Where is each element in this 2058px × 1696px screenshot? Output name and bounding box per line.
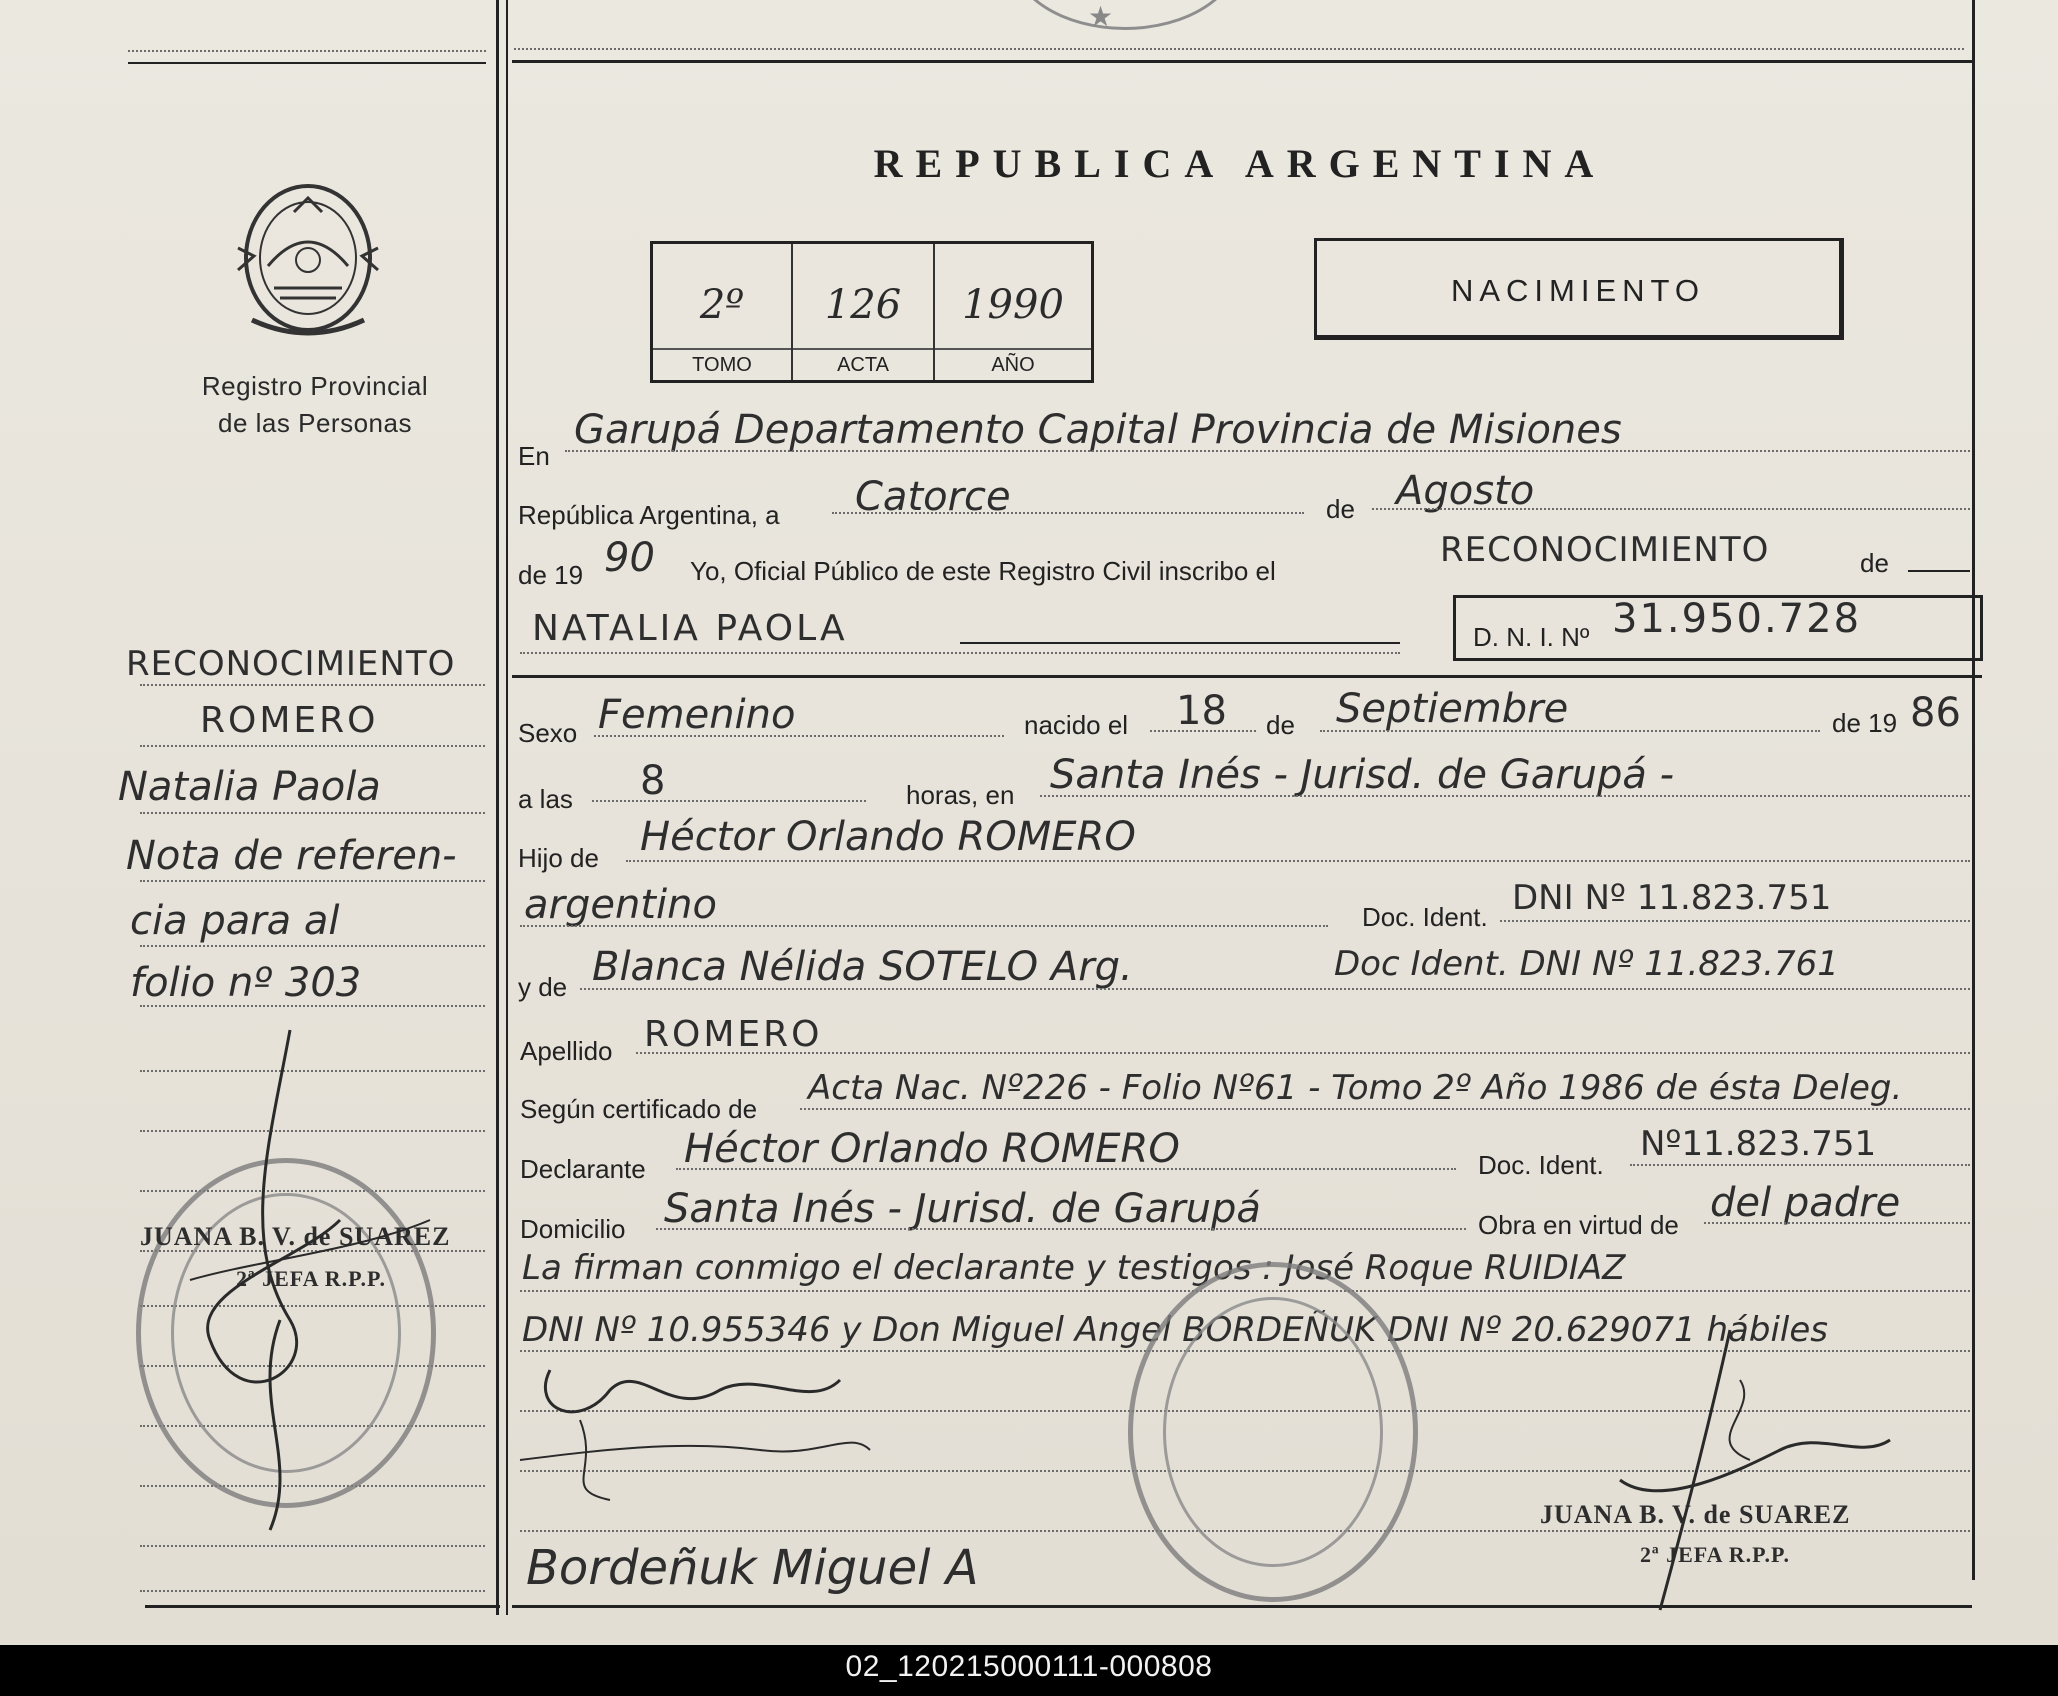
form-line bbox=[592, 800, 866, 802]
margin-note-line1: RECONOCIMIENTO bbox=[126, 644, 456, 684]
act-type-label: NACIMIENTO bbox=[1450, 273, 1706, 308]
form-line bbox=[656, 1228, 1466, 1230]
form-dash bbox=[1908, 570, 1970, 572]
form-line bbox=[676, 1168, 1456, 1170]
file-code: 02_120215000111-000808 bbox=[845, 1650, 1213, 1683]
en-label: En bbox=[518, 441, 550, 471]
ano-label: AÑO bbox=[935, 348, 1091, 377]
margin-bottom-rule bbox=[145, 1605, 500, 1608]
de19-label-2: de 19 bbox=[1832, 708, 1898, 738]
margin-note-line3: Natalia Paola bbox=[118, 764, 381, 810]
margin-line bbox=[140, 745, 485, 747]
docident-label-2: Doc. Ident. bbox=[1478, 1150, 1604, 1180]
apellido-label: Apellido bbox=[520, 1036, 613, 1066]
form-line bbox=[1372, 508, 1970, 510]
form-dash bbox=[960, 642, 1400, 644]
padre-doc-value: DNI Nº 11.823.751 bbox=[1512, 878, 1832, 918]
ano-cell bbox=[935, 244, 1091, 380]
signature-bordenuk: Bordeñuk Miguel A bbox=[526, 1540, 979, 1596]
form-line bbox=[520, 652, 1400, 654]
column-divider-right bbox=[1972, 0, 1975, 1580]
lugar-value: Santa Inés - Jurisd. de Garupá - bbox=[1050, 752, 1675, 798]
declarante-value: Héctor Orlando ROMERO bbox=[684, 1126, 1180, 1172]
oficial-label: Yo, Oficial Público de este Registro Civil inscribo el bbox=[690, 556, 1276, 586]
madre-value: Blanca Nélida SOTELO Arg. bbox=[592, 944, 1133, 990]
margin-note-line2: ROMERO bbox=[200, 700, 379, 741]
form-line bbox=[565, 450, 1970, 452]
nac-anio-value: 86 bbox=[1910, 690, 1961, 736]
registry-name-line1: Registro Provincial bbox=[201, 371, 429, 401]
nac-dia-value: 18 bbox=[1176, 688, 1227, 734]
margin-line bbox=[140, 812, 485, 814]
de19-label: de 19 bbox=[518, 560, 584, 590]
docident-label: Doc. Ident. bbox=[1362, 902, 1488, 932]
sexo-label: Sexo bbox=[518, 718, 578, 748]
stamp-right-name: JUANA B. V. de SUAREZ bbox=[1540, 1500, 1851, 1529]
margin-line bbox=[140, 945, 485, 947]
section-rule bbox=[512, 675, 1982, 678]
horas-value: 8 bbox=[640, 758, 666, 804]
inscribo-value: RECONOCIMIENTO bbox=[1440, 530, 1770, 570]
firman-line: La firman conmigo el declarante y testigos : José Roque RUIDIAZ bbox=[522, 1248, 1626, 1288]
horas-label: horas, en bbox=[906, 780, 1015, 810]
form-line bbox=[1040, 795, 1970, 797]
declarante-label: Declarante bbox=[520, 1154, 646, 1184]
form-line bbox=[520, 925, 1328, 927]
form-line bbox=[626, 860, 1970, 862]
form-line bbox=[1500, 920, 1970, 922]
margin-line bbox=[140, 880, 485, 882]
nombre-value: NATALIA PAOLA bbox=[532, 608, 848, 649]
alas-label: a las bbox=[518, 784, 573, 814]
dni-label: D. N. I. Nº bbox=[1473, 622, 1590, 652]
acta-cell bbox=[793, 244, 935, 380]
registry-name bbox=[150, 368, 480, 442]
form-line bbox=[832, 512, 1304, 514]
form-line bbox=[1630, 1164, 1970, 1166]
coat-of-arms-icon bbox=[234, 178, 382, 338]
margin-note-line5: cia para al bbox=[130, 898, 340, 944]
mes-value: Agosto bbox=[1396, 468, 1535, 514]
nac-mes-value: Septiembre bbox=[1336, 686, 1569, 732]
margin-line bbox=[140, 684, 485, 686]
dni-value: 31.950.728 bbox=[1612, 596, 1862, 642]
republica-label: República Argentina, a bbox=[518, 500, 780, 530]
dia-value: Catorce bbox=[855, 474, 1011, 520]
padre-nacionalidad-value: argentino bbox=[524, 882, 717, 928]
form-line bbox=[580, 988, 1970, 990]
en-value: Garupá Departamento Capital Provincia de Misiones bbox=[574, 407, 1622, 453]
margin-line bbox=[140, 1590, 485, 1592]
signature-scribble-right bbox=[1600, 1320, 1900, 1620]
margin-note-line4: Nota de referen- bbox=[126, 833, 457, 879]
signature-scribble-middle bbox=[520, 1350, 900, 1510]
domicilio-value: Santa Inés - Jurisd. de Garupá bbox=[664, 1186, 1261, 1232]
nacido-label: nacido el bbox=[1024, 710, 1129, 740]
form-line bbox=[594, 735, 1004, 737]
form-line bbox=[1704, 1222, 1970, 1224]
form-line bbox=[800, 1108, 1970, 1110]
top-dots bbox=[514, 48, 1964, 50]
star-icon: ★ bbox=[1088, 1, 1114, 32]
de-label-2: de bbox=[1860, 548, 1889, 578]
de-label-1: de bbox=[1326, 494, 1355, 524]
margin-top-dots bbox=[128, 50, 486, 52]
stamp-left-role: 2ª JEFA R.P.P. bbox=[236, 1266, 386, 1291]
madre-doc-value: Doc Ident. DNI Nº 11.823.761 bbox=[1334, 944, 1839, 984]
signature-scribble-left bbox=[180, 1020, 440, 1540]
tomo-label: TOMO bbox=[653, 348, 791, 377]
sexo-value: Femenino bbox=[598, 692, 796, 738]
stamp-left-name: JUANA B. V. de SUAREZ bbox=[140, 1222, 451, 1251]
domicilio-label: Domicilio bbox=[520, 1214, 626, 1244]
hijo-label: Hijo de bbox=[518, 843, 599, 873]
act-type-box bbox=[1314, 238, 1844, 340]
obra-label: Obra en virtud de bbox=[1478, 1210, 1679, 1240]
acta-value: 126 bbox=[824, 282, 902, 328]
obra-value: del padre bbox=[1710, 1180, 1901, 1226]
segun-value: Acta Nac. Nº226 - Folio Nº61 - Tomo 2º Año 1986 de ésta Deleg. bbox=[808, 1068, 1903, 1108]
country-title: REPUBLICA ARGENTINA bbox=[873, 141, 1607, 186]
testigos-line: DNI Nº 10.955346 y Don Miguel Angel BORDEÑUK DNI Nº 20.629071 hábiles bbox=[522, 1310, 1828, 1350]
stamp-right-role: 2ª JEFA R.P.P. bbox=[1640, 1542, 1790, 1567]
padre-value: Héctor Orlando ROMERO bbox=[640, 814, 1136, 860]
official-stamp-right bbox=[1128, 1262, 1418, 1602]
registry-name-line2: de las Personas bbox=[218, 408, 412, 438]
form-line bbox=[1150, 730, 1256, 732]
apellido-value: ROMERO bbox=[644, 1014, 823, 1055]
registry-box bbox=[650, 241, 1094, 383]
margin-note-line6: folio nº 303 bbox=[130, 960, 362, 1006]
tomo-cell bbox=[653, 244, 793, 380]
margin-top-rule bbox=[128, 62, 486, 64]
yde-label: y de bbox=[518, 972, 568, 1002]
column-divider-left-inner bbox=[506, 0, 508, 1615]
segun-label: Según certificado de bbox=[520, 1094, 758, 1124]
top-rule bbox=[512, 60, 1972, 63]
de-label-3: de bbox=[1266, 710, 1295, 740]
form-line bbox=[636, 1052, 1970, 1054]
declarante-doc-value: Nº11.823.751 bbox=[1640, 1124, 1877, 1164]
form-line bbox=[1320, 730, 1820, 732]
acta-label: ACTA bbox=[793, 348, 933, 377]
ano-value: 1990 bbox=[962, 282, 1064, 328]
tomo-value: 2º bbox=[699, 282, 745, 328]
margin-line bbox=[140, 1545, 485, 1547]
anio-value: 90 bbox=[604, 535, 655, 581]
column-divider-left bbox=[496, 0, 499, 1615]
